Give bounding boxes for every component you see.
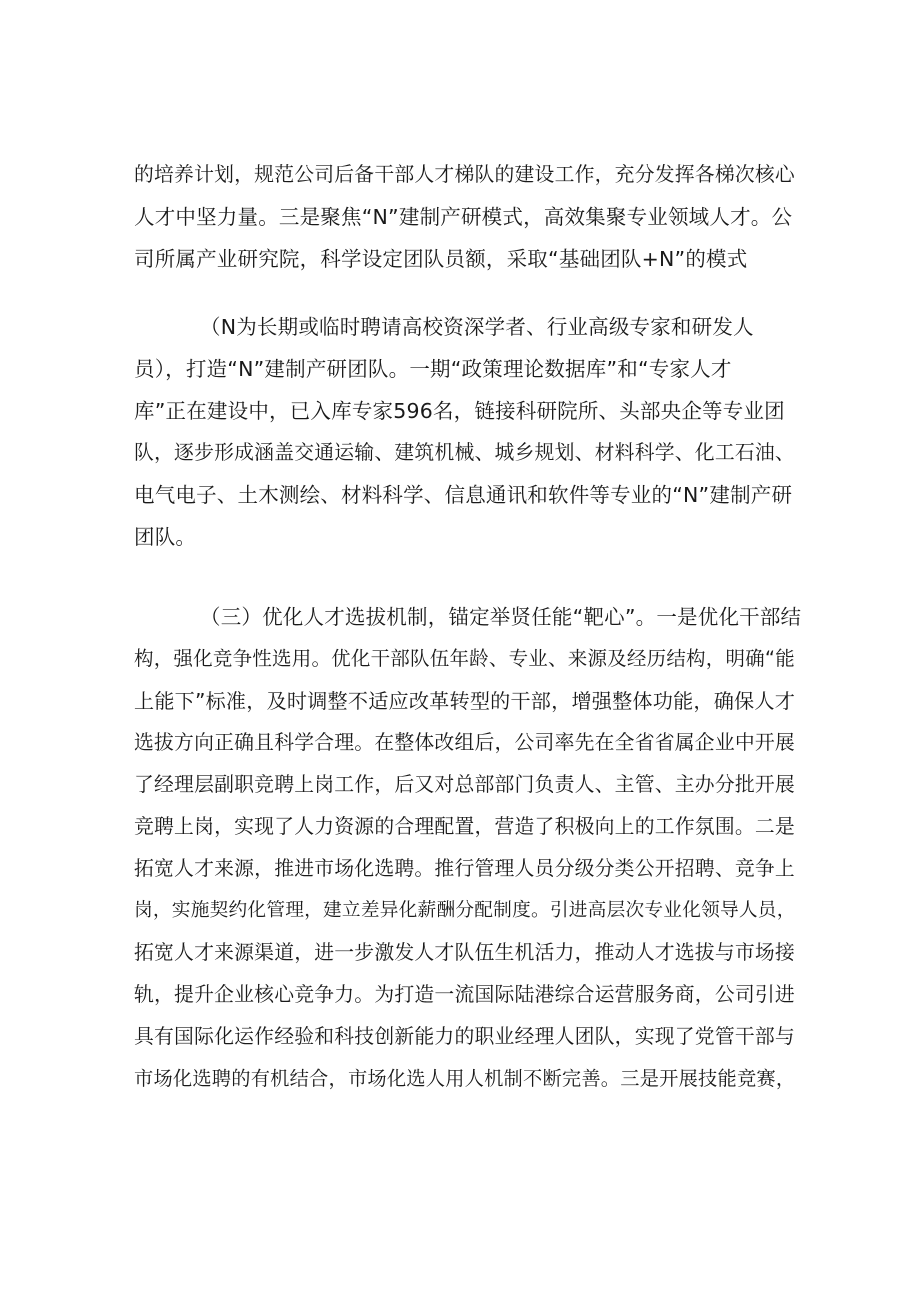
- text-line: 了经理层副职竞聘上岗工作，后又对总部部门负责人、主管、主办分批开展: [134, 773, 795, 796]
- text-line: 上能下”标准，及时调整不适应改革转型的干部，增强整体功能，确保人才: [134, 689, 796, 713]
- text-line: 拓宽人才来源，推进市场化选聘。推行管理人员分级分类公开招聘、竞争上: [134, 857, 795, 880]
- text-line: 构，强化竞争性选用。优化干部队伍年龄、专业、来源及经历结构，明确“能: [134, 647, 795, 670]
- text-line: 库”正在建设中，已入库专家596名，链接科研院所、头部央企等专业团: [134, 399, 785, 423]
- text-line: （三）优化人才选拔机制，锚定举贤任能“靶心”。一是优化干部结: [200, 605, 802, 629]
- text-line: 人才中坚力量。三是聚焦“N”建制产研模式，高效集聚专业领域人才。公: [134, 205, 793, 229]
- text-line: 竞聘上岗，实现了人力资源的合理配置，营造了积极向上的工作氛围。二是: [134, 815, 795, 838]
- text-line: 的培养计划，规范公司后备干部人才梯队的建设工作，充分发挥各梯次核心: [134, 163, 795, 186]
- text-line: 市场化选聘的有机结合，市场化选人用人机制不断完善。三是开展技能竞赛，: [134, 1067, 796, 1090]
- text-line: 司所属产业研究院，科学设定团队员额，采取“基础团队+N”的模式: [134, 247, 748, 271]
- text-line: （N为长期或临时聘请高校资深学者、行业高级专家和研发人: [200, 315, 754, 339]
- text-line: 员），打造“N”建制产研团队。一期“政策理论数据库”和“专家人才: [134, 357, 732, 381]
- text-line: 电气电子、土木测绘、材料科学、信息通讯和软件等专业的“N”建制产研: [134, 483, 793, 507]
- text-line: 队，逐步形成涵盖交通运输、建筑机械、城乡规划、材料科学、化工石油、: [134, 441, 795, 464]
- text-line: 团队。: [134, 525, 197, 549]
- paragraph-talent-echelon: [134, 154, 802, 280]
- paragraph-n-team: [134, 306, 802, 558]
- text-line: 选拔方向正确且科学合理。在整体改组后，公司率先在全省省属企业中开展: [134, 731, 795, 754]
- text-line: 具有国际化运作经验和科技创新能力的职业经理人团队，实现了党管干部与: [134, 1025, 795, 1048]
- text-line: 轨，提升企业核心竞争力。为打造一流国际陆港综合运营服务商，公司引进: [134, 983, 795, 1006]
- text-line: 岗，实施契约化管理，建立差异化薪酬分配制度。引进高层次专业化领导人员，: [134, 900, 796, 921]
- paragraph-selection-mechanism: [134, 596, 802, 1100]
- text-line: 拓宽人才来源渠道，进一步激发人才队伍生机活力，推动人才选拔与市场接: [134, 941, 795, 964]
